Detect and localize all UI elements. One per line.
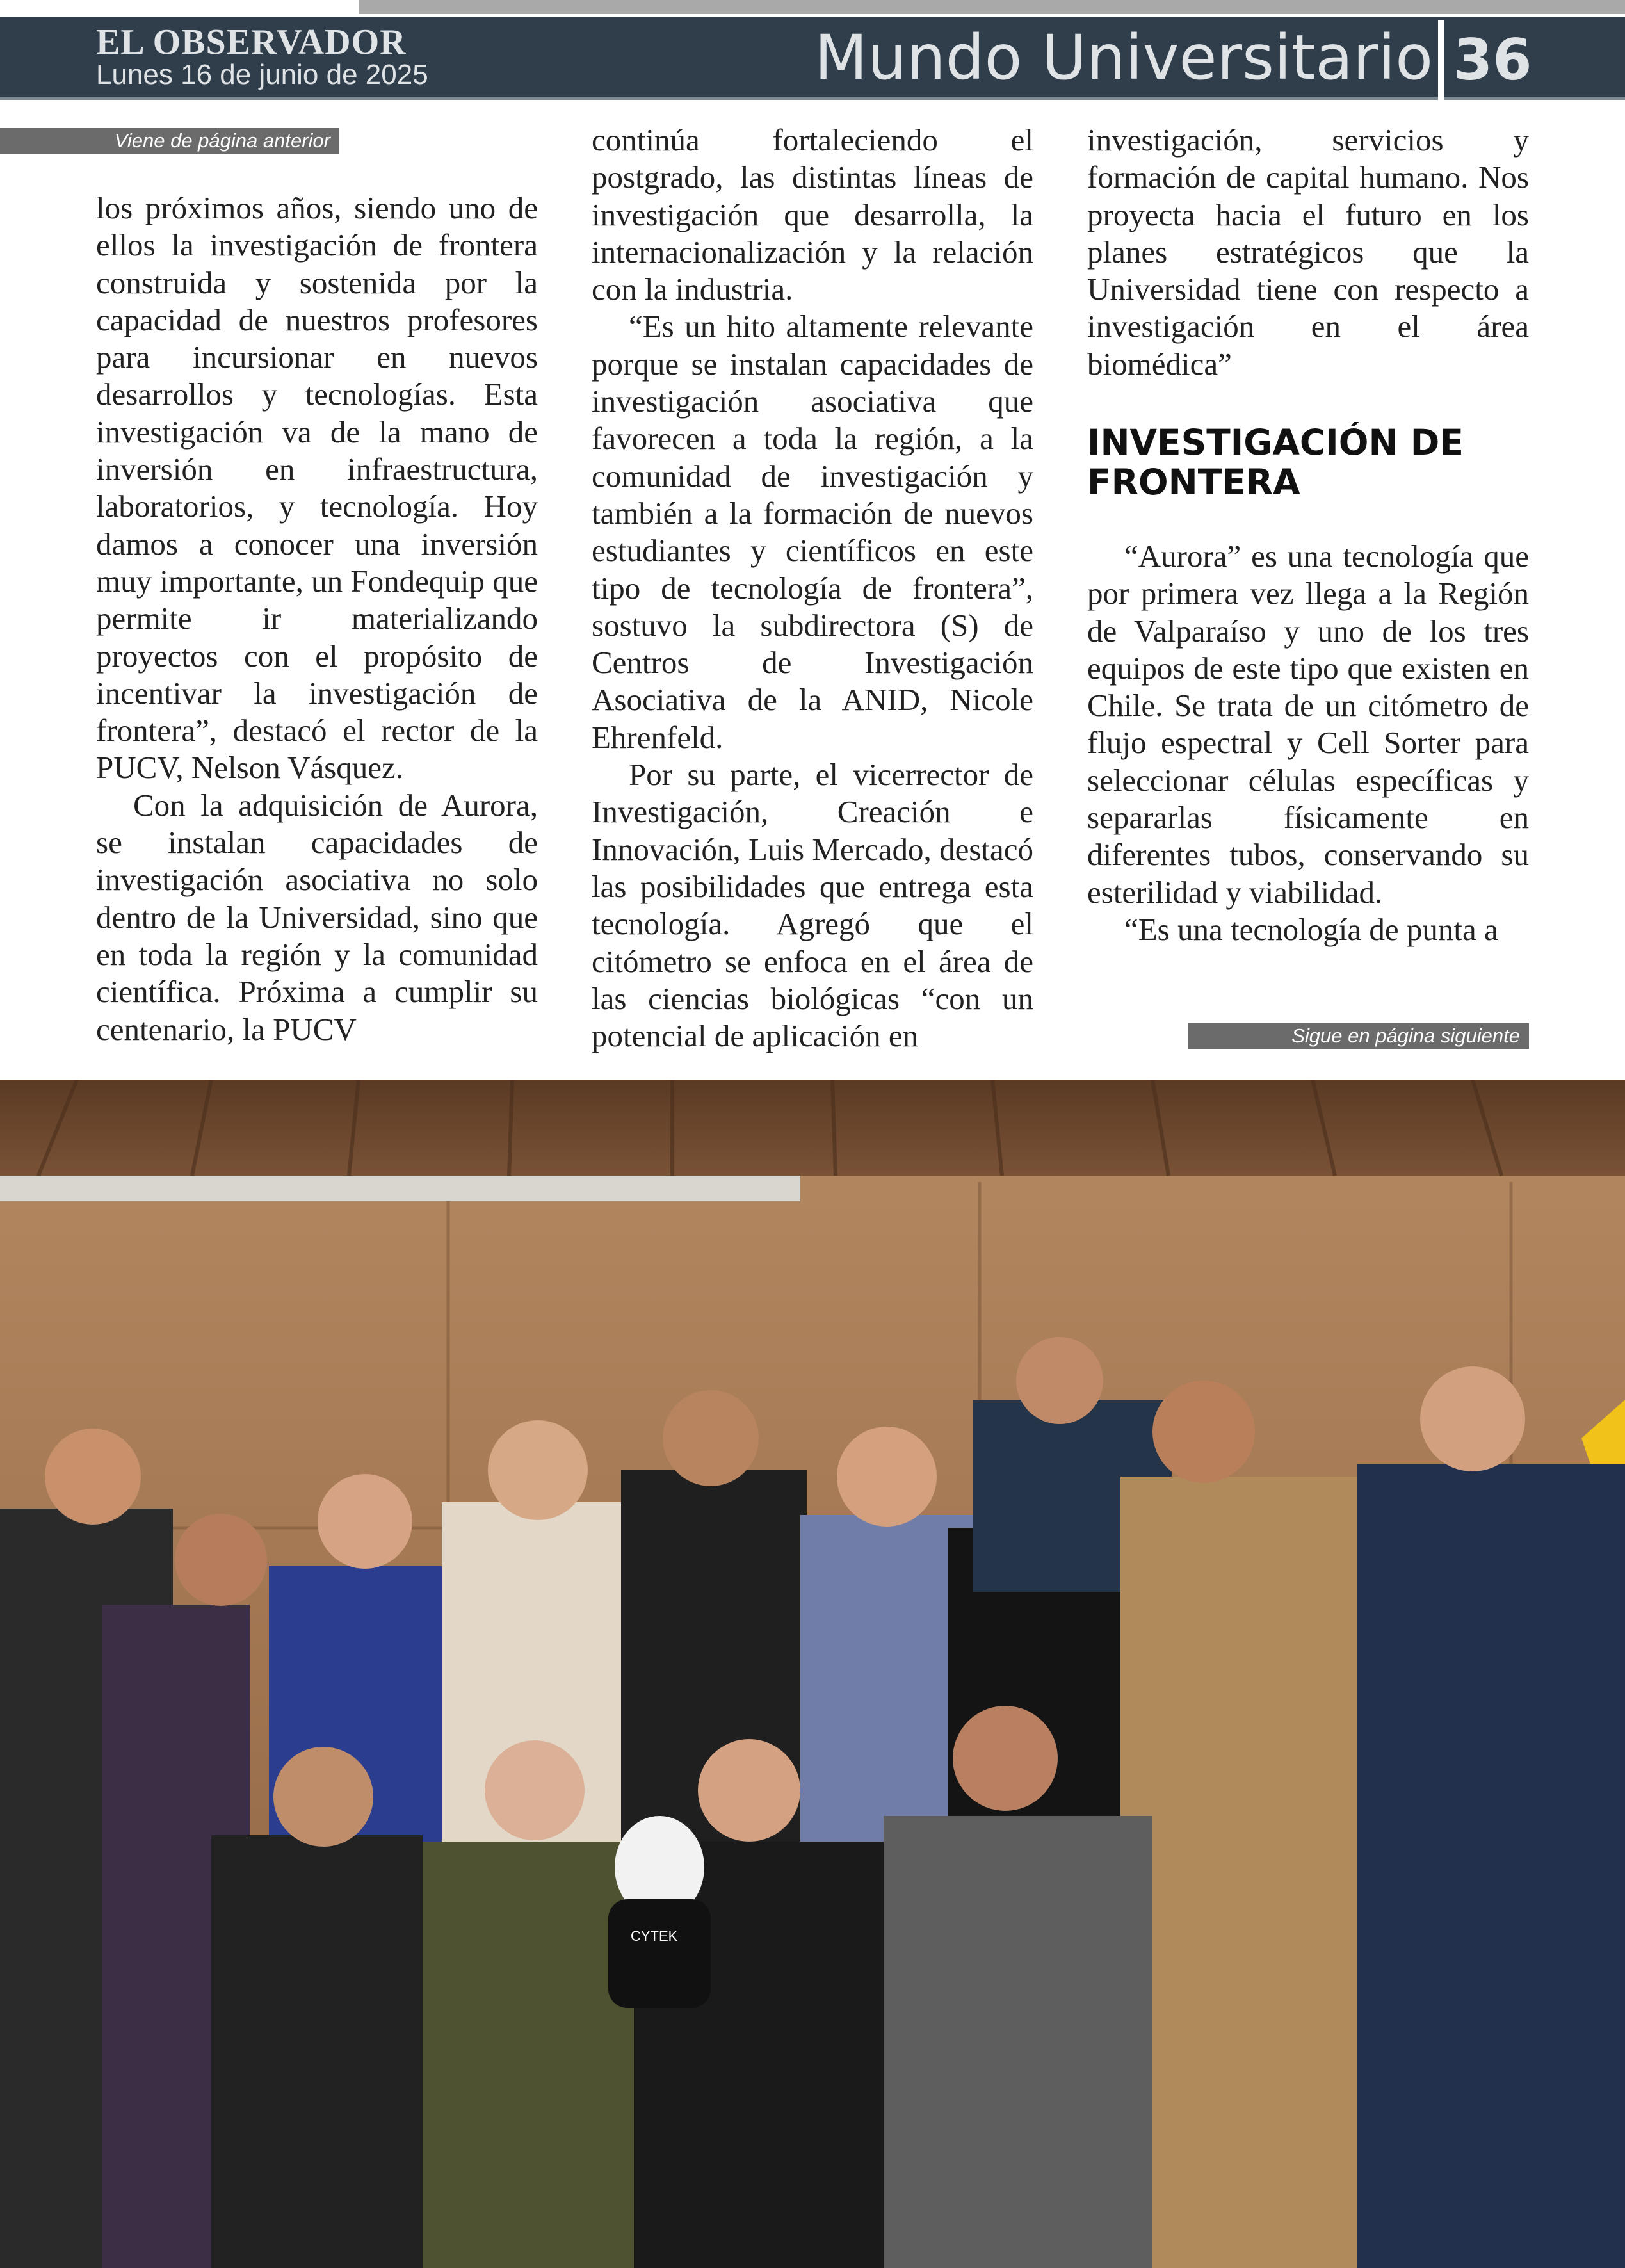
- page-number: 36: [1453, 27, 1532, 93]
- paragraph: continúa fortaleciendo el postgrado, las distintas líneas de investigación que desarrolla, la internacionalización y la relación con la industria.: [592, 122, 1033, 307]
- section-title: Mundo Universitario: [814, 22, 1433, 93]
- mascot-shirt-text: CYTEK: [631, 1928, 678, 1944]
- publication-name: EL OBSERVADOR: [96, 22, 407, 62]
- top-stripe-gray: [359, 0, 1625, 14]
- paragraph: los próximos años, siendo uno de ellos la investigación de frontera construida y sostenida por la capacidad de nuestros profesores para incursionar en nuevos desarrollos y tecnologías. Esta investigación va de la mano de inversión en infraestructura, laboratorios, y tecnología. Hoy damos a conocer una inversión muy importante, un Fondequip que permite ir materializando proyectos con el propósito de incentivar la investigación de frontera”, destacó el rector de la PUCV, Nelson Vásquez.: [96, 190, 538, 786]
- paragraph: Por su parte, el vicerrector de Investigación, Creación e Innovación, Luis Mercado, destacó las posibilidades que entrega esta tecnología. Agregó que el citómetro se enfoca en el área de las ciencias biológicas “con un potencial de aplicación en: [592, 757, 1033, 1054]
- paragraph: investigación, servicios y formación de capital humano. Nos proyecta hacia el futuro en los planes estratégicos que la Universidad tiene con respecto a investigación en el área biomédica”: [1087, 122, 1529, 382]
- paragraph: Con la adquisición de Aurora, se instalan capacidades de investigación asociativa no solo dentro de la Universidad, sino que en toda la región y la comunidad científica. Próxima a cumplir su centenario, la PUCV: [96, 787, 538, 1047]
- projector-screen-housing: [0, 1176, 800, 1201]
- plush-mascot: [608, 1816, 711, 2008]
- issue-date: Lunes 16 de junio de 2025: [96, 59, 428, 90]
- page-number-separator: [1438, 20, 1444, 101]
- paragraph: “Es un hito altamente relevante porque se instalan capacidades de investigación asociativa que favorecen a toda la región, a la comunidad de investigación y también a la formación de nuevos estudiantes y científicos en este tipo de tecnología de frontera”, sostuvo la subdirectora (S) de Centros de Investigación Asociativa de la ANID, Nicole Ehrenfeld.: [592, 309, 1033, 755]
- paragraph: “Aurora” es una tecnología que por primera vez llega a la Región de Valparaíso y uno de los tres equipos de este tipo que existen en Chile. Se trata de un citómetro de flujo espectral y Cell Sorter para seleccionar células específicas y separarlas físicamente en diferentes tubos, conservando su esterilidad y viabilidad.: [1087, 539, 1529, 910]
- article-column-3: [1087, 122, 1529, 383]
- subheading: INVESTIGACIÓN DE FRONTERA: [1087, 422, 1464, 503]
- top-stripe: [0, 0, 1625, 15]
- article-column-3-continued: [1087, 538, 1529, 948]
- group-photo: [0, 1080, 1625, 2268]
- article-column-1: [96, 190, 538, 1048]
- paragraph: “Es una tecnología de punta a: [1124, 911, 1498, 947]
- continues-on-tag: Sigue en página siguiente: [1188, 1023, 1529, 1049]
- continued-from-tag: Viene de página anterior: [0, 128, 339, 154]
- article-column-2: [592, 122, 1033, 1055]
- group-photo-illustration: [0, 1080, 1625, 2268]
- wood-ceiling: [0, 1080, 1625, 1176]
